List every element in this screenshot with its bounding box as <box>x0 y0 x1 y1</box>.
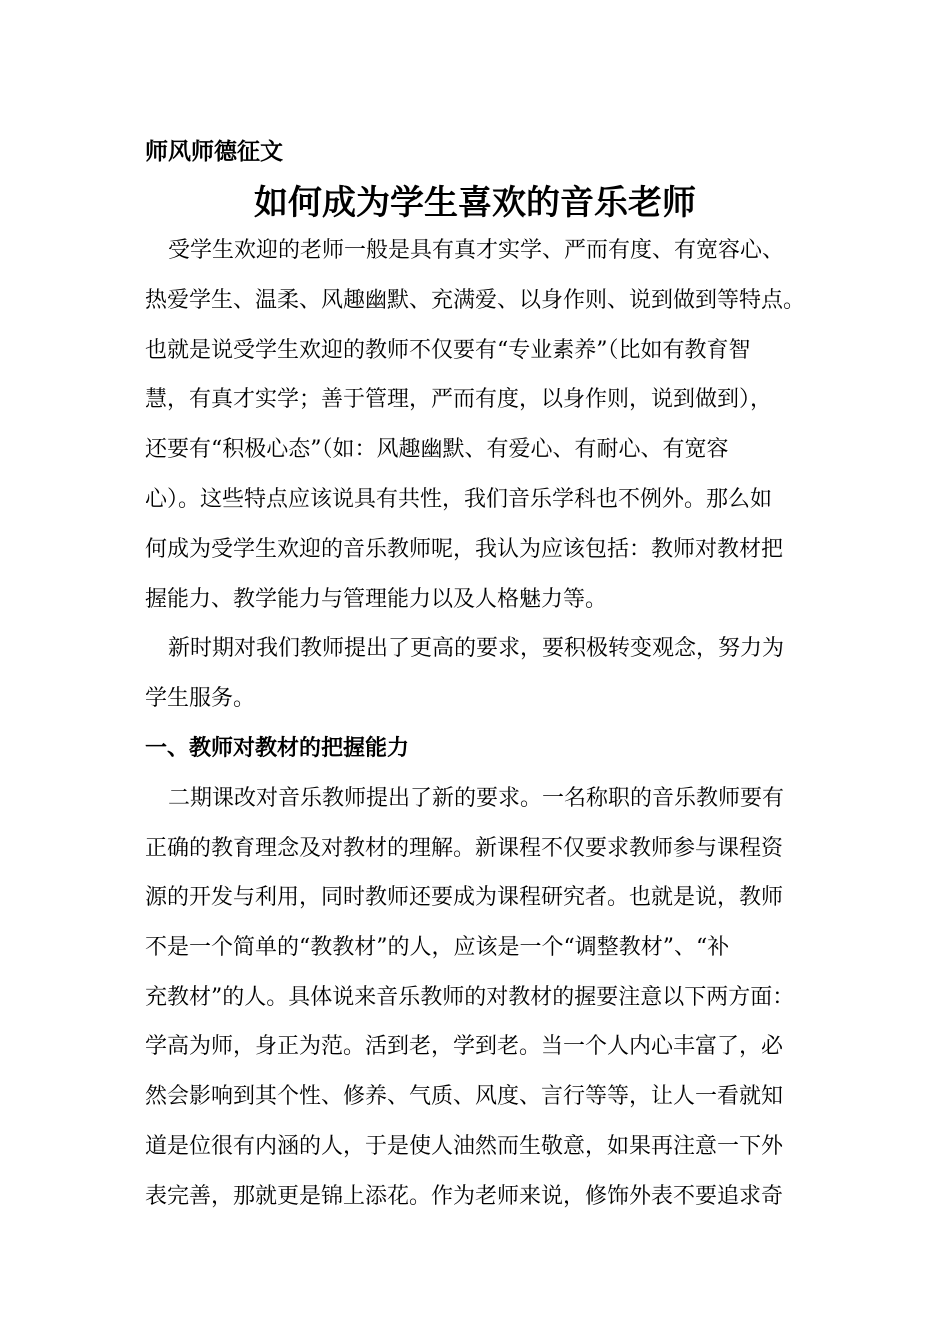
paragraph-line: 握能力、教学能力与管理能力以及人格魅力等。 <box>145 587 608 612</box>
document-label: 师风师德征文 <box>145 139 283 165</box>
paragraph-line: 道是位很有内涵的人，于是使人油然而生敬意，如果再注意一下外 <box>145 1134 784 1159</box>
paragraph-line: 也就是说受学生欢迎的教师不仅要有“专业素养”（比如有教育智 <box>145 338 751 363</box>
document-title: 如何成为学生喜欢的音乐老师 <box>254 183 696 223</box>
paragraph-line: 何成为受学生欢迎的音乐教师呢，我认为应该包括：教师对教材把 <box>145 537 784 562</box>
paragraph-line: 学高为师，身正为范。活到老，学到老。当一个人内心丰富了，必 <box>145 1034 784 1059</box>
paragraph-line: 心）。这些特点应该说具有共性，我们音乐学科也不例外。那么如 <box>145 487 773 512</box>
paragraph-line: 表完善，那就更是锦上添花。作为老师来说，修饰外表不要追求奇 <box>145 1184 784 1209</box>
paragraph-line: 热爱学生、温柔、风趣幽默、充满爱、以身作则、说到做到等特点。 <box>145 288 806 313</box>
paragraph-line: 新时期对我们教师提出了更高的要求，要积极转变观念，努力为 <box>168 636 785 661</box>
paragraph-line: 源的开发与利用，同时教师还要成为课程研究者。也就是说，教师 <box>145 885 784 910</box>
paragraph-line: 然会影响到其个性、修养、气质、风度、言行等等，让人一看就知 <box>145 1084 784 1109</box>
paragraph-line: 不是一个简单的“教教材”的人，应该是一个“调整教材”、“补 <box>145 935 730 960</box>
section-heading: 一、教师对教材的把握能力 <box>145 736 410 761</box>
paragraph-line: 还要有“积极心态”（如：风趣幽默、有爱心、有耐心、有宽容 <box>145 437 729 462</box>
paragraph-line: 充教材”的人。具体说来音乐教师的对教材的握要注意以下两方面： <box>145 985 795 1010</box>
paragraph-line: 受学生欢迎的老师一般是具有真才实学、严而有度、有宽容心、 <box>168 238 785 263</box>
paragraph-line: 二期课改对音乐教师提出了新的要求。一名称职的音乐教师要有 <box>168 786 785 811</box>
paragraph-line: 慧，有真才实学；善于管理，严而有度，以身作则，说到做到）， <box>145 387 773 412</box>
paragraph-line: 正确的教育理念及对教材的理解。新课程不仅要求教师参与课程资 <box>145 836 784 861</box>
paragraph-line: 学生服务。 <box>145 686 256 711</box>
